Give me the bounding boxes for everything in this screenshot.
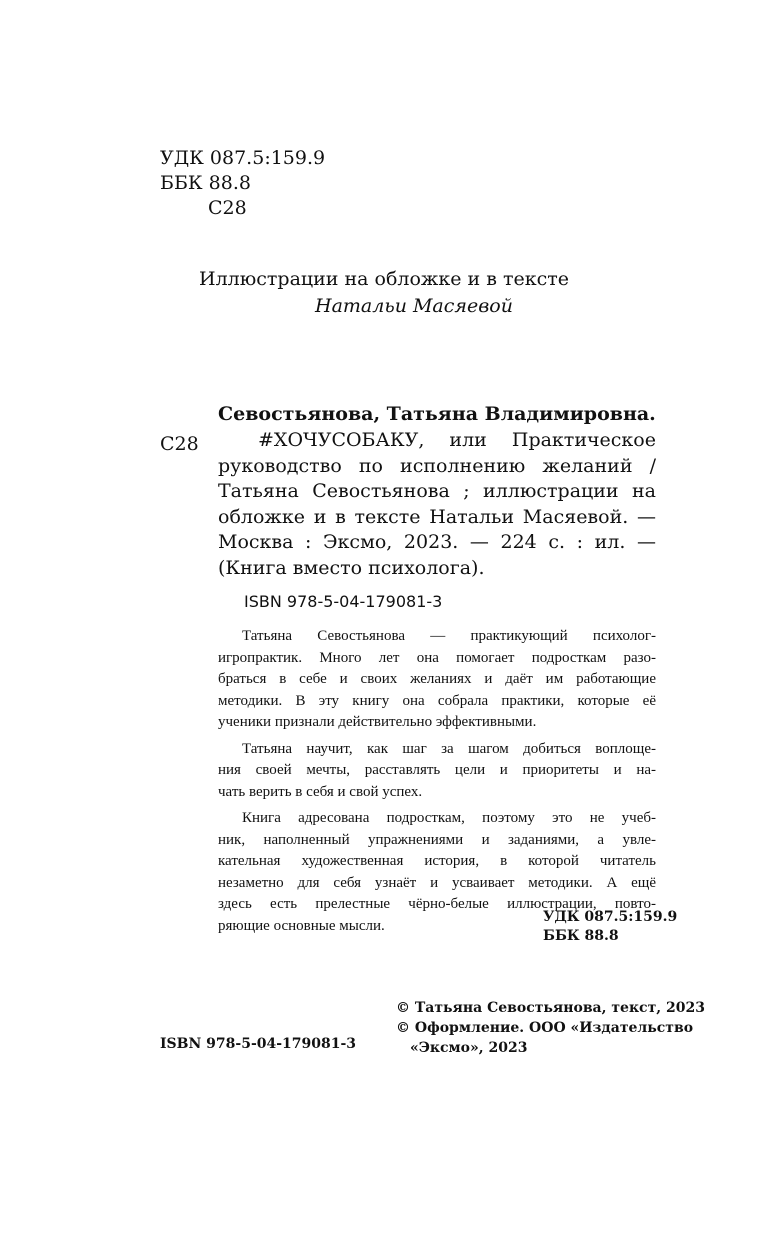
annotation-line: здесь есть прелестные чёрно-белые иллюстрации, повто- xyxy=(218,896,656,912)
annotation-paragraph xyxy=(218,739,656,804)
annotation-line: кательная художественная история, в которой читатель xyxy=(218,853,656,869)
record-author: Севостьянова, Татьяна Владимировна. xyxy=(218,403,656,425)
annotation xyxy=(218,626,656,942)
biblio-line: (Книга вместо психолога). xyxy=(218,556,485,579)
biblio-line: обложке и в тексте Натальи Масяевой. — xyxy=(218,505,656,528)
footer-isbn: ISBN 978-5-04-179081-3 xyxy=(160,1036,357,1052)
annotation-line: незаметно для себя узнаёт и усваивает методики. А ещё xyxy=(218,874,656,891)
annotation-line: методики. В эту книгу она собрала практики, которые её xyxy=(218,692,656,709)
annotation-line: ник, наполненный упражнениями и заданиями, а увле- xyxy=(218,831,656,848)
annotation-line: Книга адресована подросткам, поэтому это не учеб- xyxy=(242,810,656,826)
footer-udk: УДК 087.5:159.9 xyxy=(543,909,678,925)
bbk-code: ББК 88.8 xyxy=(160,172,251,194)
annotation-line: Татьяна научит, как шаг за шагом добиться воплоще- xyxy=(242,740,656,757)
biblio-line: Татьяна Севостьянова ; иллюстрации на xyxy=(218,480,656,502)
copyright-block xyxy=(396,998,705,1058)
annotation-paragraph xyxy=(218,626,656,734)
annotation-line: Татьяна Севостьянова — практикующий психолог- xyxy=(242,628,656,644)
copyright-design: © Оформление. ООО «Издательство xyxy=(396,1020,694,1036)
biblio-line: #ХОЧУСОБАКУ, или Практическое xyxy=(258,429,656,451)
cutter-code: С28 xyxy=(208,197,247,219)
biblio-line: Москва : Эксмо, 2023. — 224 с. : ил. — xyxy=(218,531,656,553)
copyright-text: © Татьяна Севостьянова, текст, 2023 xyxy=(396,1000,705,1016)
biblio-line: руководство по исполнению желаний / xyxy=(218,454,656,477)
record-cutter: С28 xyxy=(160,433,199,455)
annotation-line: ния своей мечты, расставлять цели и приоритеты и на- xyxy=(218,762,656,778)
annotation-line: чать верить в себя и свой успех. xyxy=(218,783,423,800)
annotation-line: игропрактик. Много лет она помогает подросткам разо- xyxy=(218,649,656,666)
annotation-line: ученики признали действительно эффективными. xyxy=(218,714,537,730)
classification-codes xyxy=(160,146,325,221)
illustrations-line: Иллюстрации на обложке и в тексте xyxy=(199,268,569,290)
annotation-line: ряющие основные мысли. xyxy=(218,917,385,934)
footer-codes xyxy=(543,908,677,946)
illustrations-credit xyxy=(0,266,768,320)
udk-code: УДК 087.5:159.9 xyxy=(160,147,326,169)
footer-bbk: ББК 88.8 xyxy=(543,928,619,944)
copyright-publisher: «Эксмо», 2023 xyxy=(410,1040,528,1056)
illustrator-name: Натальи Масяевой xyxy=(315,295,513,317)
bibliographic-description xyxy=(218,428,656,581)
annotation-line: браться в себе и своих желаниях и даёт им работающие xyxy=(218,671,656,687)
record-isbn: ISBN 978-5-04-179081-3 xyxy=(244,592,443,611)
